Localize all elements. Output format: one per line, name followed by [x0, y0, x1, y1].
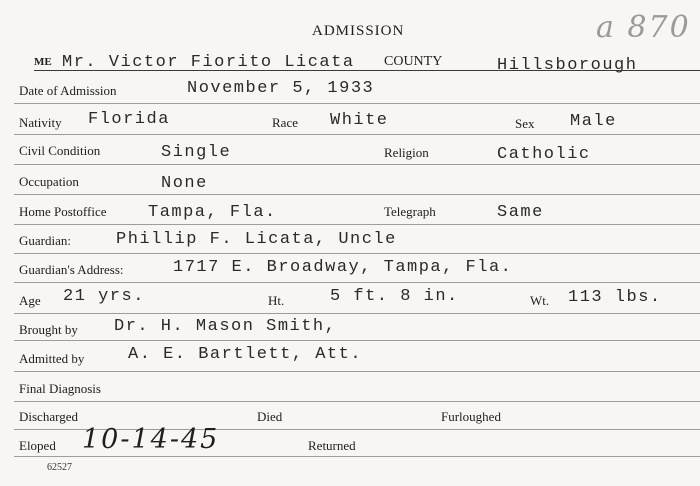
- brought-label: Brought by: [19, 322, 78, 337]
- sex-value: Male: [570, 112, 617, 131]
- guardian-address-label: Guardian's Address:: [19, 262, 124, 277]
- guardian-label: Guardian:: [19, 233, 71, 248]
- civil-value: Single: [161, 143, 232, 162]
- nativity-label: Nativity: [19, 115, 62, 130]
- occupation-label: Occupation: [19, 174, 79, 189]
- postoffice-value: Tampa, Fla.: [148, 203, 277, 222]
- civil-label: Civil Condition: [19, 143, 101, 158]
- occupation-rule: [14, 194, 700, 195]
- postoffice-label: Home Postoffice: [19, 204, 107, 219]
- eloped-value: 10-14-45: [82, 424, 220, 455]
- admitted-rule: [14, 371, 700, 372]
- name-rule: [34, 70, 700, 71]
- religion-value: Catholic: [497, 145, 591, 164]
- telegraph-label: Telegraph: [384, 204, 436, 219]
- weight-label: Wt.: [530, 293, 550, 308]
- brought-value: Dr. H. Mason Smith,: [114, 317, 337, 336]
- eloped-label: Eloped: [19, 438, 56, 453]
- name-value: Mr. Victor Fiorito Licata: [62, 53, 355, 72]
- furloughed-label: Furloughed: [441, 409, 501, 424]
- sex-label: Sex: [515, 116, 535, 131]
- race-label: Race: [272, 115, 298, 130]
- admitted-value: A. E. Bartlett, Att.: [128, 345, 363, 364]
- nativity-value: Florida: [88, 110, 170, 129]
- county-value: Hillsborough: [497, 56, 638, 75]
- civil-rule: [14, 164, 700, 165]
- archive-stamp: a 870: [596, 10, 691, 45]
- form-title: ADMISSION: [312, 23, 405, 39]
- name-label: ME: [34, 56, 52, 68]
- race-value: White: [330, 111, 389, 130]
- date-value: November 5, 1933: [187, 79, 375, 98]
- diagnosis-rule: [14, 401, 700, 402]
- height-label: Ht.: [268, 293, 285, 308]
- guardian-address-rule: [14, 282, 700, 283]
- guardian-value: Phillip F. Licata, Uncle: [116, 230, 397, 249]
- guardian-rule: [14, 253, 700, 254]
- religion-label: Religion: [384, 145, 429, 160]
- diagnosis-label: Final Diagnosis: [19, 381, 101, 396]
- age-label: Age: [19, 293, 41, 308]
- telegraph-value: Same: [497, 203, 544, 222]
- age-value: 21 yrs.: [63, 287, 145, 306]
- date-rule: [14, 103, 700, 104]
- nativity-rule: [14, 134, 700, 135]
- brought-rule: [14, 340, 700, 341]
- height-value: 5 ft. 8 in.: [330, 287, 459, 306]
- discharged-label: Discharged: [19, 409, 78, 424]
- postoffice-rule: [14, 224, 700, 225]
- form-number: 62527: [47, 462, 72, 473]
- occupation-value: None: [161, 174, 208, 193]
- county-label: COUNTY: [384, 54, 443, 69]
- age-rule: [14, 313, 700, 314]
- admitted-label: Admitted by: [19, 351, 85, 366]
- returned-label: Returned: [308, 438, 356, 453]
- guardian-address-value: 1717 E. Broadway, Tampa, Fla.: [173, 258, 513, 277]
- eloped-rule: [14, 456, 700, 457]
- date-label: Date of Admission: [19, 83, 117, 98]
- weight-value: 113 lbs.: [568, 288, 662, 307]
- died-label: Died: [257, 409, 283, 424]
